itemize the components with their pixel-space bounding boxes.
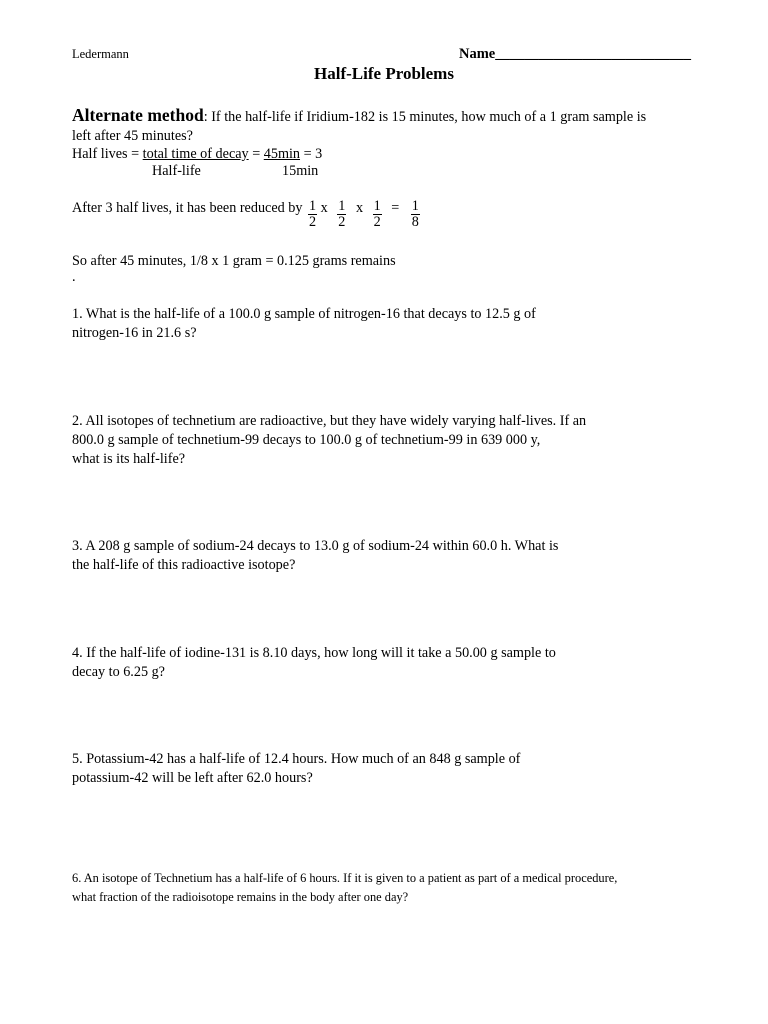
- problem-line: what is its half-life?: [72, 451, 186, 467]
- problem-line: 5. Potassium-42 has a half-life of 12.4 hours. How much of an 848 g sample of: [72, 751, 521, 767]
- fraction-result: [411, 199, 420, 230]
- multiply-sign: x: [320, 200, 328, 216]
- problem-line: 2. All isotopes of technetium are radioactive, but they have widely varying half-lives. If an: [72, 413, 587, 429]
- fraction-denominator: 2: [309, 214, 317, 230]
- conclusion-text: So after 45 minutes, 1/8 x 1 gram = 0.125 grams remains: [72, 253, 396, 269]
- intro-line-1: [72, 106, 646, 127]
- fraction-numerator: 1: [338, 198, 346, 214]
- problem-line: potassium-42 will be left after 62.0 hours?: [72, 770, 313, 786]
- problem-3: [72, 537, 558, 575]
- equation-numerator-text: total time of decay: [142, 146, 249, 162]
- problem-line: 6. An isotope of Technetium has a half-life of 6 hours. If it is given to a patient as part of a medical procedure,: [72, 871, 618, 885]
- fraction-denominator: 8: [411, 214, 419, 230]
- problem-line: the half-life of this radioactive isotope?: [72, 557, 296, 573]
- problem-line: 4. If the half-life of iodine-131 is 8.10 days, how long will it take a 50.00 g sample to: [72, 645, 556, 661]
- problem-2: [72, 412, 586, 469]
- fraction-denominator: 2: [373, 214, 381, 230]
- equation-denominator-text: Half-life: [152, 163, 201, 179]
- page-title: Half-Life Problems: [314, 64, 454, 83]
- intro-question-text: : If the half-life if Iridium-182 is 15 minutes, how much of a 1 gram sample is: [203, 109, 647, 125]
- alternate-method-heading: Alternate method: [72, 105, 204, 125]
- stray-dot: .: [72, 269, 76, 285]
- equals-sign: =: [248, 146, 264, 162]
- problem-line: 800.0 g sample of technetium-99 decays to 100.0 g of technetium-99 in 639 000 y,: [72, 432, 541, 448]
- problem-1: [72, 305, 536, 343]
- equation-denominator-value: 15min: [282, 163, 319, 179]
- equation-result: = 3: [300, 146, 323, 162]
- problem-line: 1. What is the half-life of a 100.0 g sample of nitrogen-16 that decays to 12.5 g of: [72, 306, 536, 322]
- intro-line-2: left after 45 minutes?: [72, 128, 193, 144]
- problem-4: [72, 644, 556, 682]
- fraction-reduction-line: [72, 199, 420, 230]
- problem-line: nitrogen-16 in 21.6 s?: [72, 325, 197, 341]
- fraction-1: [308, 199, 317, 230]
- fraction-denominator: 2: [338, 214, 346, 230]
- problem-line: what fraction of the radioisotope remains in the body after one day?: [72, 890, 409, 904]
- problem-5: [72, 750, 520, 788]
- author-name: Ledermann: [72, 47, 129, 61]
- fraction-numerator: 1: [411, 198, 419, 214]
- equation-numerator-value: 45min: [263, 146, 301, 162]
- fraction-numerator: 1: [309, 198, 317, 214]
- name-field-label: Name___________________________: [459, 46, 691, 62]
- fraction-2: [337, 199, 346, 230]
- fraction-numerator: 1: [373, 198, 381, 214]
- problem-line: 3. A 208 g sample of sodium-24 decays to 13.0 g of sodium-24 within 60.0 h. What is: [72, 538, 559, 554]
- problem-6: [72, 869, 617, 907]
- after-half-lives-text: After 3 half lives, it has been reduced by: [72, 200, 303, 216]
- equals-sign: =: [391, 200, 400, 216]
- fraction-3: [373, 199, 382, 230]
- half-lives-label: Half lives =: [72, 146, 143, 162]
- multiply-sign: x: [355, 200, 364, 216]
- problem-line: decay to 6.25 g?: [72, 664, 165, 680]
